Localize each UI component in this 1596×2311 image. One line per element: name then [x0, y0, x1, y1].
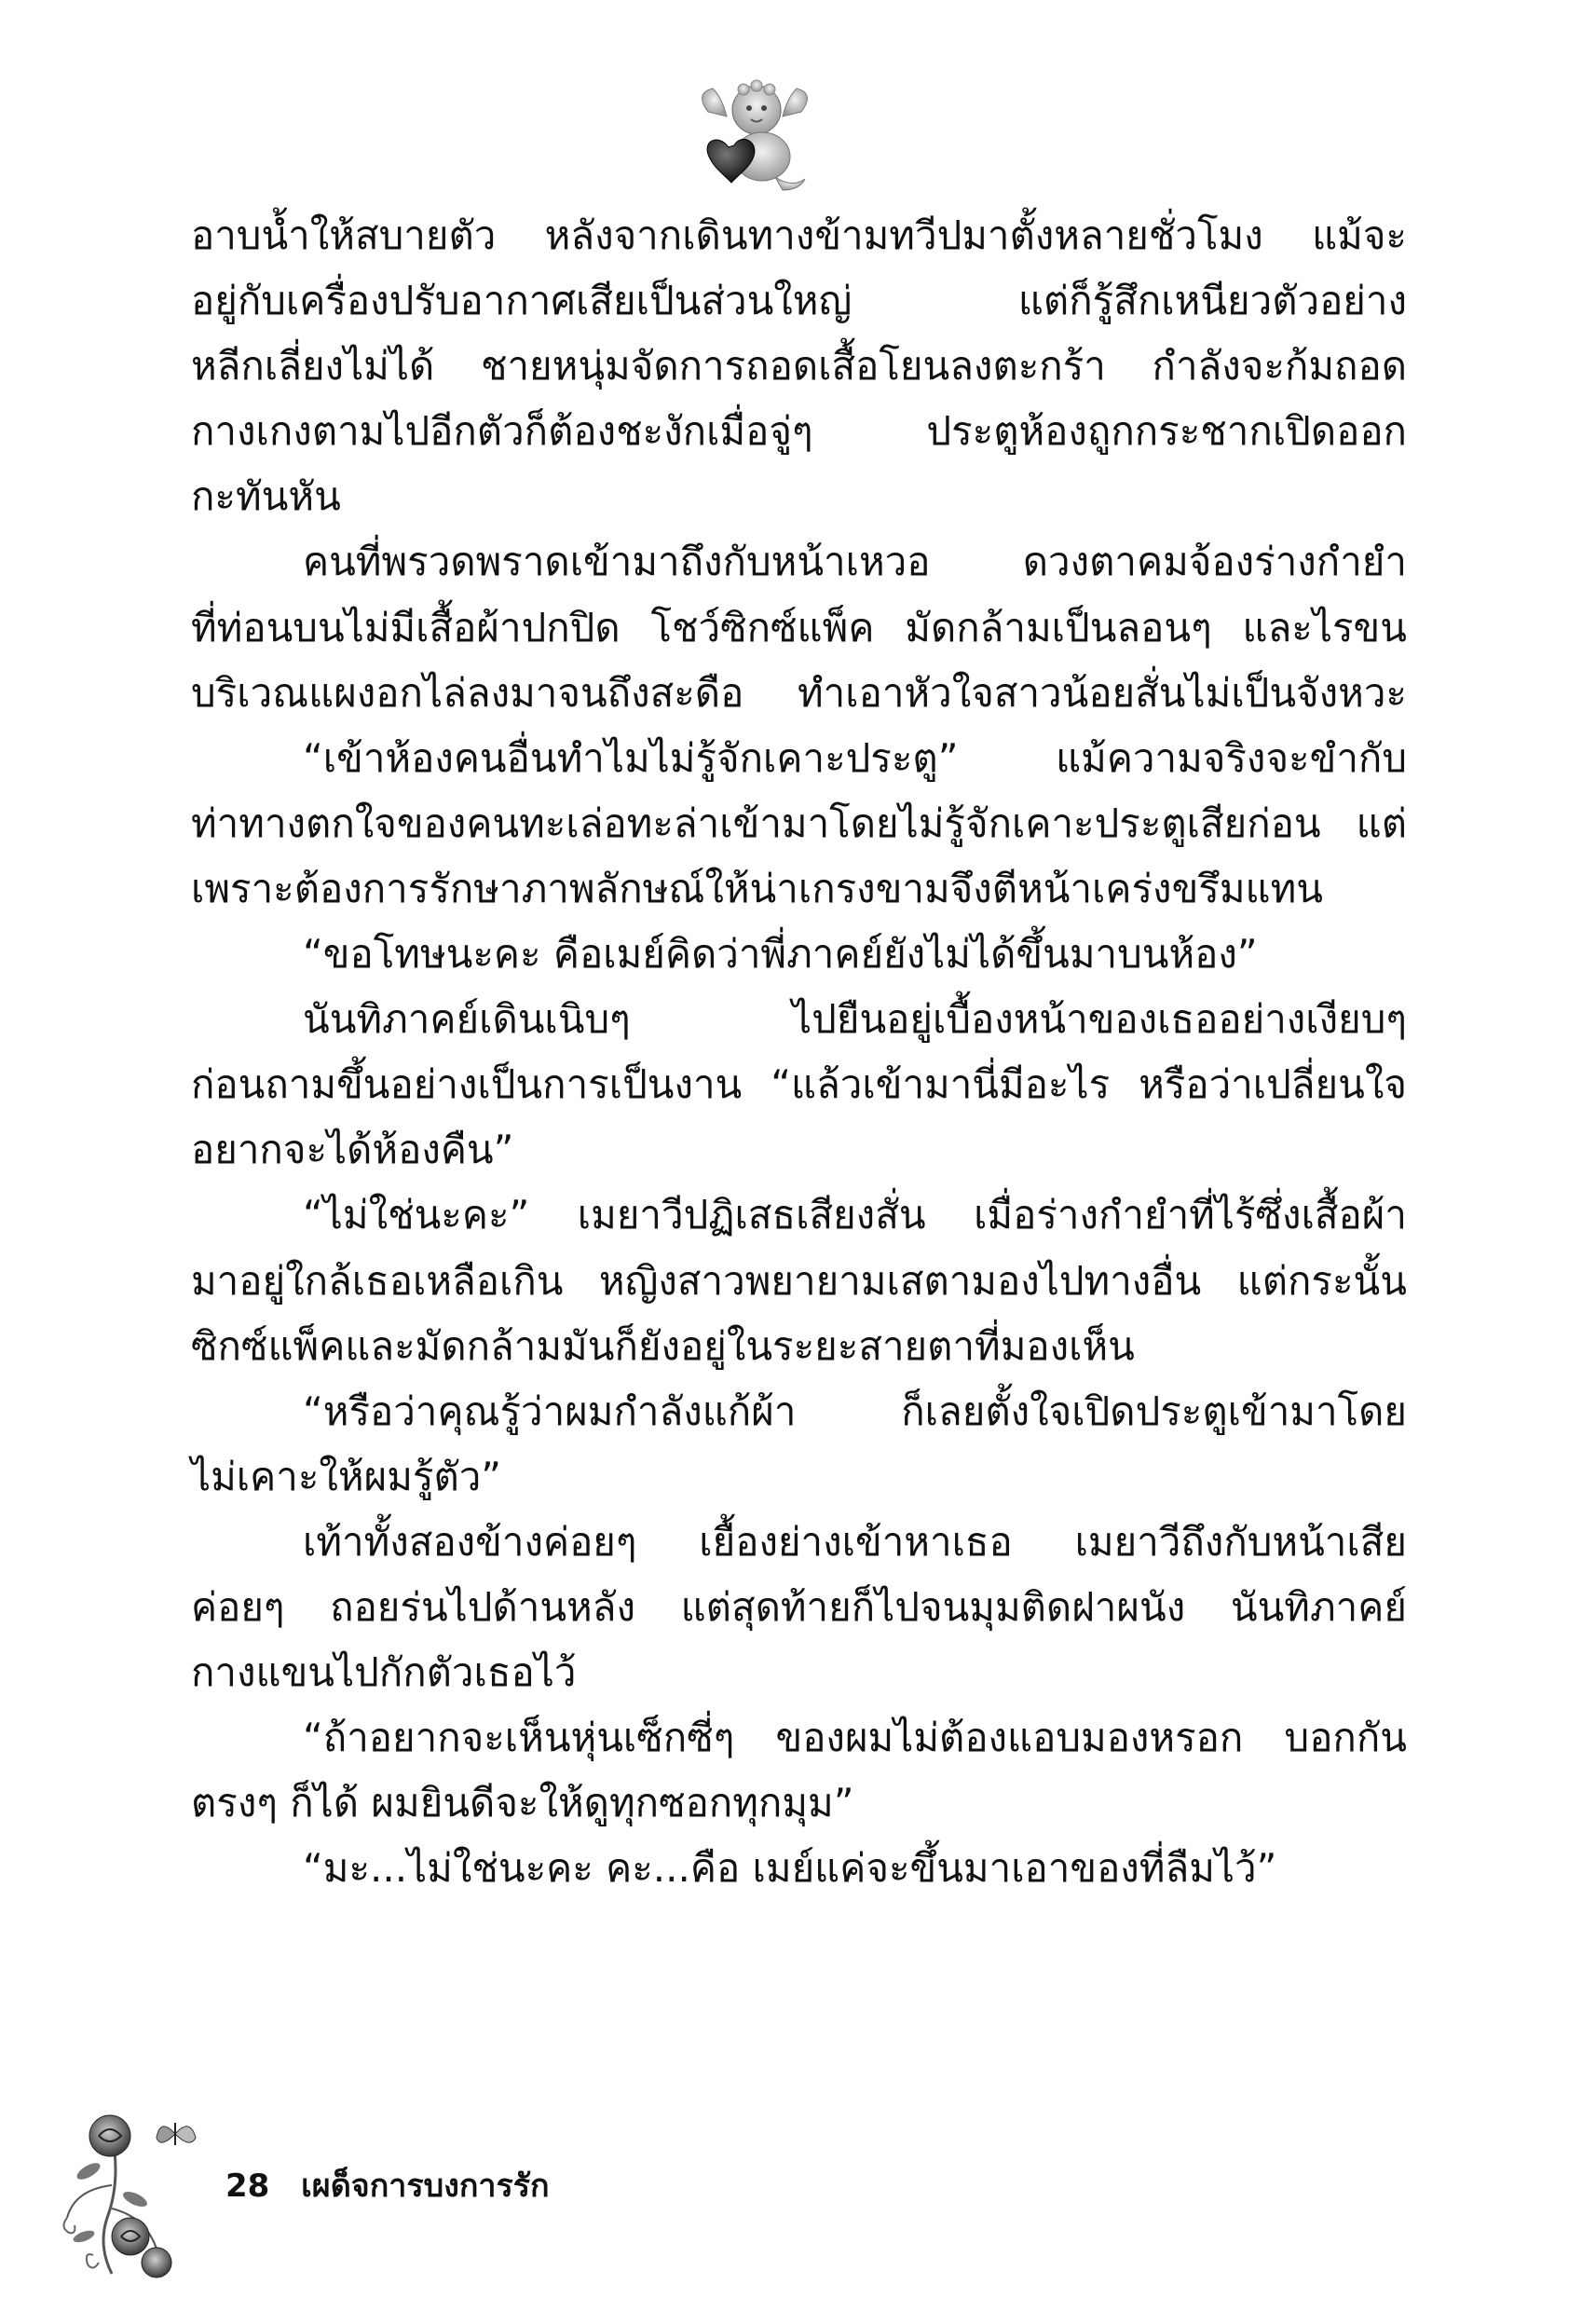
text-line: ค่อยๆ ถอยร่นไปด้านหลัง แต่สุดท้ายก็ไปจนมุมติดฝาผนัง นันทิภาคย์ [191, 1583, 1407, 1630]
rose-butterfly-ornament-icon [56, 2097, 214, 2283]
text-line: “เข้าห้องคนอื่นทำไมไม่รู้จักเคาะประตู” แม้ความจริงจะขำกับ [303, 734, 1407, 781]
text-line: กางเกงตามไปอีกตัวก็ต้องชะงักเมื่อจู่ๆ ประตูห้องถูกกระชากเปิดออก [191, 408, 1407, 455]
text-line: ท่าทางตกใจของคนทะเล่อทะล่าเข้ามาโดยไม่รู้จักเคาะประตูเสียก่อน แต่ [191, 800, 1407, 846]
text-line: ก่อนถามขึ้นอย่างเป็นการเป็นงาน “แล้วเข้ามานี่มีอะไร หรือว่าเปลี่ยนใจ [191, 1061, 1407, 1108]
text-line: เพราะต้องการรักษาภาพลักษณ์ให้น่าเกรงขามจึงตีหน้าเคร่งขรึมแทน [191, 865, 1323, 911]
text-line: นันทิภาคย์เดินเนิบๆ ไปยืนอยู่เบื้องหน้าของเธออย่างเงียบๆ [303, 996, 1407, 1043]
text-line: ที่ท่อนบนไม่มีเสื้อผ้าปกปิด โชว์ซิกซ์แพ็ค มัดกล้ามเป็นลอนๆ และไรขน [191, 604, 1407, 650]
cupid-heart-icon [689, 75, 820, 196]
text-line: ซิกซ์แพ็คและมัดกล้ามมันก็ยังอยู่ในระยะสายตาที่มองเห็น [191, 1322, 1135, 1369]
text-line: กางแขนไปกักตัวเธอไว้ [191, 1649, 577, 1696]
text-line: “ไม่ใช่นะคะ” เมยาวีปฏิเสธเสียงสั่น เมื่อร่างกำยำที่ไร้ซึ่งเสื้อผ้า [303, 1192, 1407, 1238]
text-line: หลีกเลี่ยงไม่ได้ ชายหนุ่มจัดการถอดเสื้อโยนลงตะกร้า กำลังจะก้มถอด [191, 343, 1407, 390]
book-title: เผด็จการบงการรัก [301, 2167, 550, 2205]
text-line: กะทันหัน [191, 473, 341, 520]
body-text [191, 203, 1407, 1901]
text-line: มาอยู่ใกล้เธอเหลือเกิน หญิงสาวพยายามเสตามองไปทางอื่น แต่กระนั้น [191, 1257, 1407, 1304]
text-line: อยากจะได้ห้องคืน” [191, 1127, 514, 1173]
text-line: อาบน้ำให้สบายตัว หลังจากเดินทางข้ามทวีปมาตั้งหลายชั่วโมง แม้จะ [191, 212, 1407, 258]
text-line: “มะ...ไม่ใช่นะคะ คะ...คือ เมย์แค่จะขึ้นมาเอาของที่ลืมไว้” [303, 1845, 1277, 1892]
text-line: คนที่พรวดพราดเข้ามาถึงกับหน้าเหวอ ดวงตาคมจ้องร่างกำยำ [303, 539, 1407, 585]
text-line: ตรงๆ ก็ได้ ผมยินดีจะให้ดูทุกซอกทุกมุม” [191, 1780, 854, 1826]
page-number: 28 [225, 2167, 270, 2205]
text-line: อยู่กับเครื่องปรับอากาศเสียเป็นส่วนใหญ่ แต่ก็รู้สึกเหนียวตัวอย่าง [191, 278, 1407, 324]
page-footer [225, 2160, 550, 2210]
text-line: ไม่เคาะให้ผมรู้ตัว” [191, 1453, 502, 1499]
text-line: “ขอโทษนะคะ คือเมย์คิดว่าพี่ภาคย์ยังไม่ได้ขึ้นมาบนห้อง” [303, 931, 1258, 978]
text-line: บริเวณแผงอกไล่ลงมาจนถึงสะดือ ทำเอาหัวใจสาวน้อยสั่นไม่เป็นจังหวะ [191, 669, 1407, 716]
text-line: เท้าทั้งสองข้างค่อยๆ เยื้องย่างเข้าหาเธอ เมยาวีถึงกับหน้าเสีย [303, 1518, 1407, 1565]
text-line: “หรือว่าคุณรู้ว่าผมกำลังแก้ผ้า ก็เลยตั้งใจเปิดประตูเข้ามาโดย [303, 1388, 1407, 1434]
text-line: “ถ้าอยากจะเห็นหุ่นเซ็กซี่ๆ ของผมไม่ต้องแอบมองหรอก บอกกัน [303, 1715, 1407, 1761]
